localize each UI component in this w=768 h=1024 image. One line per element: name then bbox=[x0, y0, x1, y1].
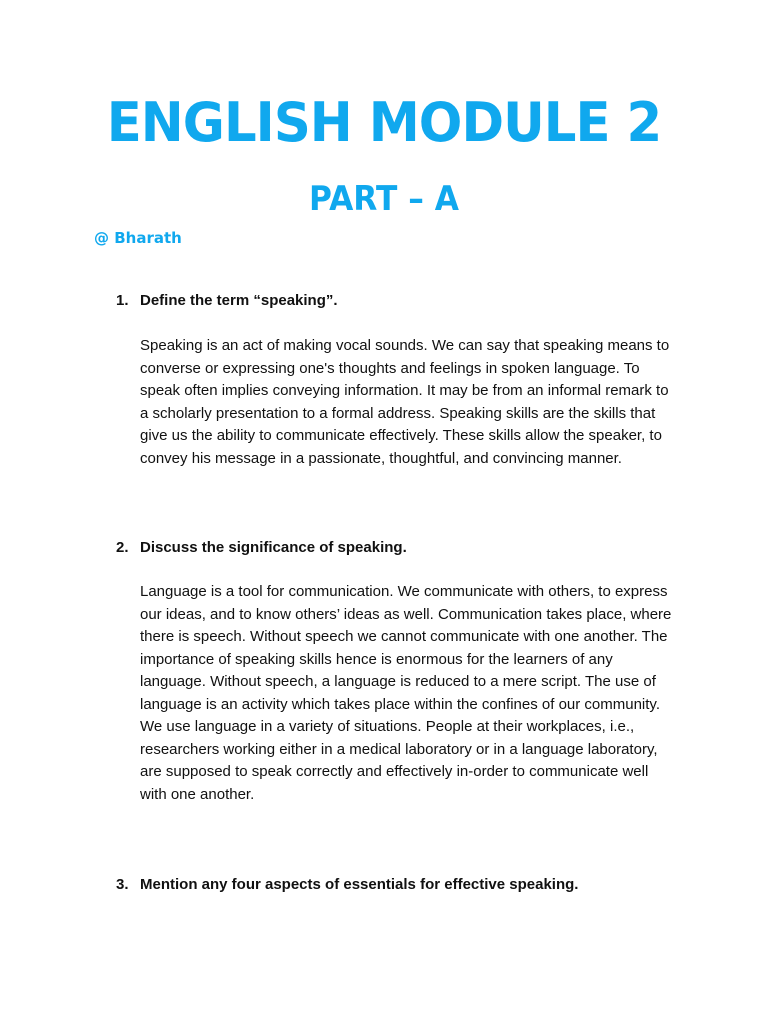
answer-1: Speaking is an act of making vocal sounds. We can say that speaking means to converse or expressing one's thoughts and feelings in spoken language. To speak often implies conveying information. It may be from an informal remark to a scholarly presentation to a formal address. Speaking skills are the skills that give us the ability to communicate effectively. These skills allow the speaker, to convey his message in a passionate, thoughtful, and convincing manner. bbox=[140, 337, 670, 467]
document-title: ENGLISH MODULE 2 bbox=[106, 91, 662, 154]
question-1-number: 1. bbox=[116, 292, 129, 309]
question-2-number: 2. bbox=[116, 539, 129, 556]
question-3-heading bbox=[116, 874, 676, 896]
answer-2: Language is a tool for communication. We communicate with others, to express our ideas, and to know others’ ideas as well. Communication takes place, where there is speech. Without speech we cannot communicate with one another. The importance of speaking skills hence is enormous for the learners of any language. Without speech, a language is reduced to a mere script. The use of language is an activity which takes place within the confines of our community. We use language in a variety of situations. People at their workplaces, i.e., researchers working either in a medical laboratory or in a language laboratory, are supposed to speak correctly and effectively in-order to communicate well with one another. bbox=[140, 583, 672, 803]
author-credit: @ Bharath bbox=[94, 229, 182, 247]
question-1 bbox=[116, 290, 676, 470]
document-subtitle: PART – A bbox=[309, 179, 459, 219]
question-3-number: 3. bbox=[116, 876, 129, 893]
question-2 bbox=[116, 537, 676, 806]
question-1-text: Define the term “speaking”. bbox=[140, 292, 338, 309]
question-2-text: Discuss the significance of speaking. bbox=[140, 539, 407, 556]
question-1-heading bbox=[116, 290, 676, 312]
question-2-heading bbox=[116, 537, 676, 559]
question-3 bbox=[116, 874, 676, 896]
question-3-text: Mention any four aspects of essentials for effective speaking. bbox=[140, 876, 579, 893]
